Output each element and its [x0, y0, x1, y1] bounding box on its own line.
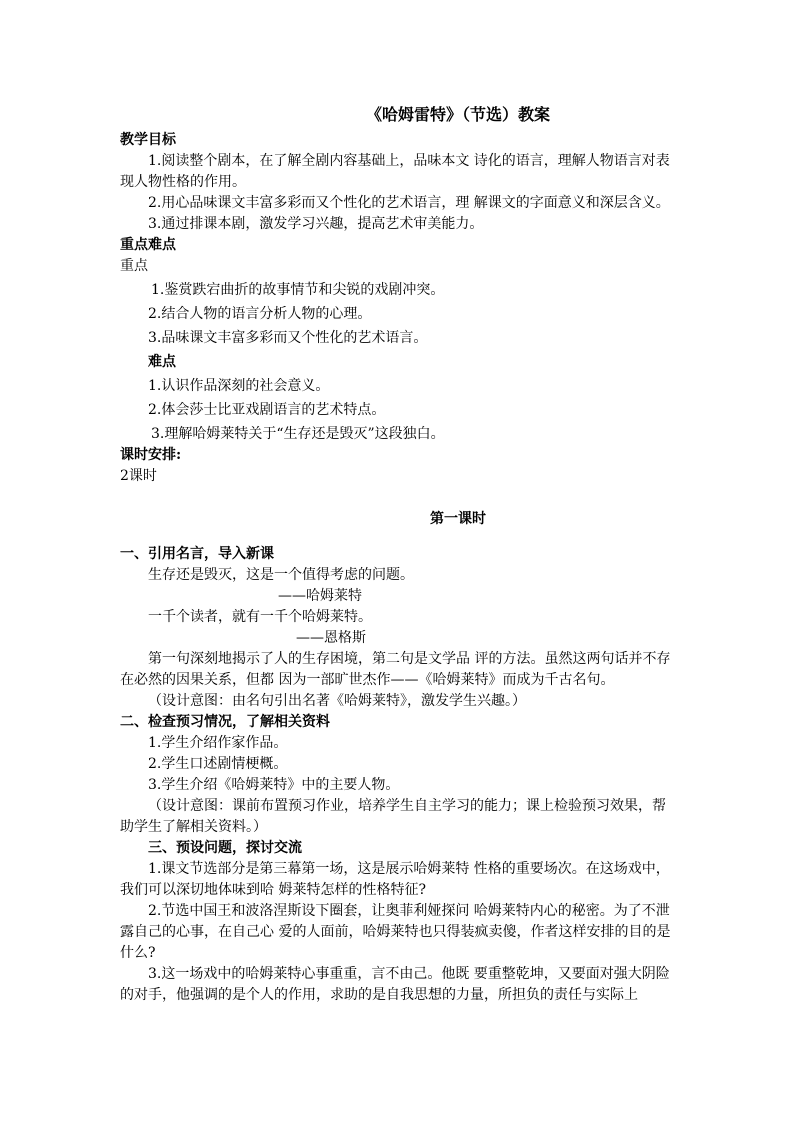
list-item: 3.学生介绍《哈姆莱特》中的主要人物。 [148, 777, 400, 793]
list-item: 1.学生介绍作家作品。 [148, 735, 288, 751]
list-item: 2.学生口述剧情梗概。 [148, 756, 288, 772]
section-heading: 三、预设问题，探讨交流 [148, 840, 302, 856]
body-paragraph: 第一句深刻地揭示了人的生存困境，第二句是文学品 评的方法。虽然这两句话并不存在必然的因果关系，但都 因为一部旷世杰作——《哈姆莱特》而成为千古名句。 [120, 651, 671, 688]
difficult-label: 难点 [148, 354, 176, 370]
document-body [120, 103, 676, 1006]
key-point: 2.结合人物的语言分析人物的心理。 [148, 306, 372, 322]
goals-heading: 教学目标 [120, 132, 176, 148]
list-item: 3.这一场戏中的哈姆莱特心事重重，言不由己。他既 要重整乾坤，又要面对强大阴险的对手，他强调的是个人的作用，求助的是自我思想的力量，所担负的责任与实际上 [120, 966, 670, 1003]
schedule-value: 2课时 [120, 468, 157, 484]
lesson-heading: 第一课时 [430, 511, 486, 527]
quote-line: 生存还是毁灭，这是一个值得考虑的问题。 [148, 567, 414, 583]
key-heading: 重点难点 [120, 237, 176, 253]
list-item: 2.节选中国王和波洛涅斯设下圈套，让奥菲利娅探问 哈姆莱特内心的秘密。为了不泄露自己的心事，在自己心 爱的人面前，哈姆莱特也只得装疯卖傻，作者这样安排的目的是什么? [120, 903, 671, 961]
goal-item: 1.阅读整个剧本，在了解全剧内容基础上，品味本文 诗化的语言，理解人物语言对表现人物性格的作用。 [120, 153, 670, 190]
design-note: （设计意图：由名句引出名著《哈姆莱特》，激发学生兴趣。） [148, 693, 526, 709]
list-item: 1.课文节选部分是第三幕第一场，这是展示哈姆莱特 性格的重要场次。在这场戏中，我们可以深切地体味到哈 姆莱特怎样的性格特征? [120, 861, 670, 898]
quote-line: 一千个读者，就有一千个哈姆莱特。 [148, 609, 372, 625]
key-label: 重点 [120, 258, 148, 274]
quote-author: ——哈姆莱特 [278, 588, 362, 604]
section-heading: 一、引用名言，导入新课 [120, 546, 274, 562]
key-point: 1.鉴赏跌宕曲折的故事情节和尖锐的戏剧冲突。 [151, 282, 445, 298]
difficult-point: 1.认识作品深刻的社会意义。 [148, 378, 330, 394]
difficult-point: 2.体会莎士比亚戏剧语言的艺术特点。 [148, 402, 386, 418]
document-title: 《哈姆雷特》（节选）教案 [365, 105, 550, 124]
goal-item: 2.用心品味课文丰富多彩而又个性化的艺术语言，理 解课文的字面意义和深层含义。 [148, 195, 670, 211]
design-note: （设计意图：课前布置预习作业，培养学生自主学习的能力；课上检验预习效果，帮助学生了解相关资料。） [120, 798, 666, 835]
goal-item: 3.通过排课本剧，激发学习兴趣，提高艺术审美能力。 [148, 216, 484, 232]
key-point: 3.品味课文丰富多彩而又个性化的艺术语言。 [148, 330, 428, 346]
section-heading: 二、检查预习情况，了解相关资料 [120, 714, 330, 730]
quote-author: ——恩格斯 [296, 630, 366, 646]
difficult-point: 3.理解哈姆莱特关于“生存还是毁灭”这段独白。 [151, 426, 445, 442]
schedule-heading: 课时安排: [120, 447, 182, 463]
